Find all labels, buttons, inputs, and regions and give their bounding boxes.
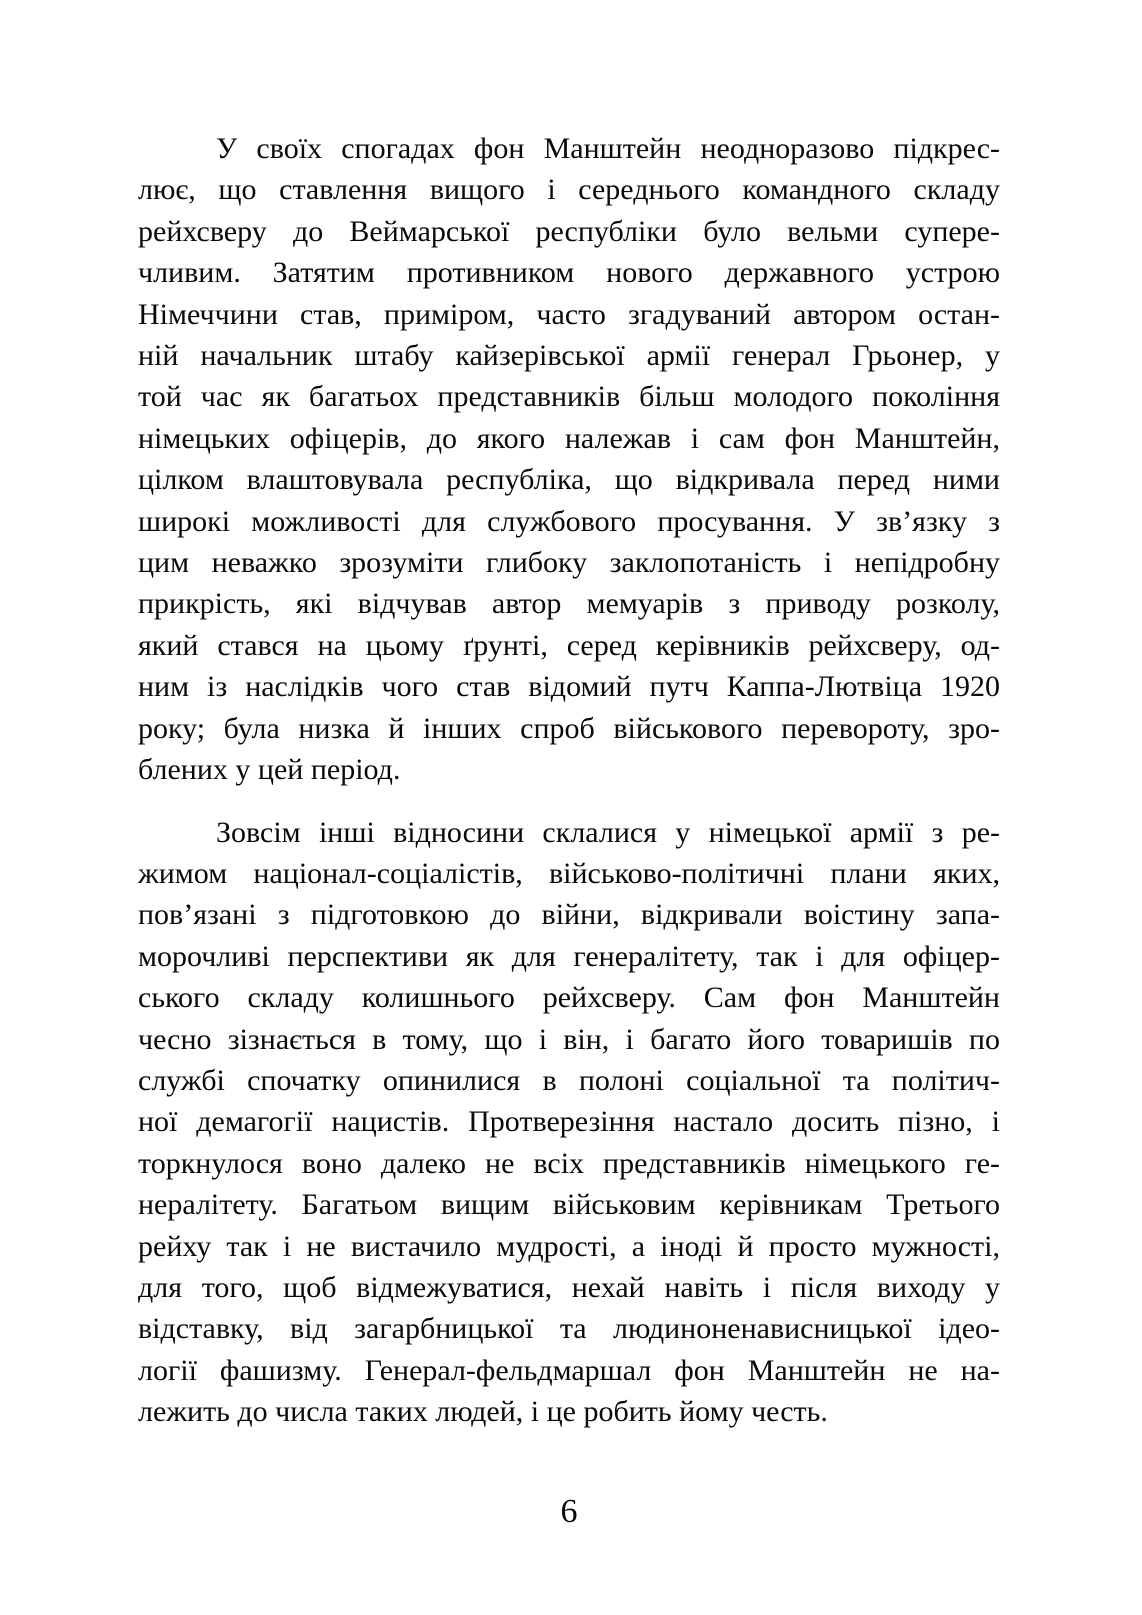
text-line: який стався на цьому ґрунті, серед керівників рейхсверу, од-: [138, 628, 1000, 662]
text-line: Німеччини став, приміром, часто згадуваний автором остан-: [138, 297, 1000, 331]
text-line: рейху так і не вистачило мудрості, а іноді й просто мужності,: [138, 1229, 1000, 1263]
text-line: нералітету. Багатьом вищим військовим керівникам Третього: [138, 1188, 1000, 1222]
text-line: цим неважко зрозуміти глибоку заклопотаність і непідробну: [138, 546, 1000, 580]
text-line: цілком влаштовувала республіка, що відкривала перед ними: [138, 463, 1000, 497]
text-line: той час як багатьох представників більш молодого покоління: [138, 380, 1000, 414]
text-line: торкнулося воно далеко не всіх представників німецького ге-: [138, 1146, 1000, 1180]
text-line: морочливі перспективи як для генералітету, так і для офіцер-: [138, 939, 1000, 973]
paragraph: [138, 128, 1000, 791]
page-number: 6: [560, 1493, 578, 1530]
text-line: Зовсім інші відносини склалися у німецької армії з ре-: [216, 815, 1000, 849]
text-line: відставку, від загарбницької та людиноненависницької ідео-: [138, 1312, 1000, 1346]
text-line: ним із наслідків чого став відомий путч Каппа-Лютвіца 1920: [138, 670, 1000, 704]
text-line: ної демагогії нацистів. Протверезіння настало досить пізно, і: [138, 1105, 1000, 1139]
text-line: німецьких офіцерів, до якого належав і сам фон Манштейн,: [138, 421, 1000, 455]
text-line: року; була низка й інших спроб військового перевороту, зро-: [138, 711, 1000, 745]
text-line: лежить до числа таких людей, і це робить йому честь.: [138, 1395, 828, 1429]
text-line: прикрість, які відчував автор мемуарів з приводу розколу,: [138, 587, 1000, 621]
text-line: ського складу колишнього рейхсверу. Сам фон Манштейн: [138, 981, 1000, 1015]
text-line: для того, щоб відмежуватися, нехай навіть і після виходу у: [138, 1270, 1000, 1304]
text-line: ній начальник штабу кайзерівської армії генерал Грьонер, у: [138, 339, 1000, 373]
text-block: [138, 128, 1000, 1433]
text-line: чливим. Затятим противником нового державного устрою: [138, 256, 1000, 290]
text-line: логії фашизму. Генерал-фельдмаршал фон Манштейн не на-: [138, 1353, 1000, 1387]
text-line: блених у цей період.: [138, 753, 401, 787]
text-line: У своїх спогадах фон Манштейн неодноразово підкрес-: [216, 132, 1000, 165]
text-line: лює, що ставлення вищого і середнього командного складу: [138, 173, 1000, 207]
text-line: рейхсверу до Веймарської республіки було вельми супере-: [138, 214, 1000, 248]
text-line: службі спочатку опинилися в полоні соціальної та політич-: [138, 1063, 1000, 1097]
paragraph: [138, 812, 1000, 1433]
text-line: чесно зізнається в тому, що і він, і багато його товаришів по: [138, 1022, 1000, 1056]
text-line: широкі можливості для службового просування. У зв’язку з: [138, 504, 1000, 538]
text-line: жимом націонал-соціалістів, військово-політичні плани яких,: [138, 856, 1000, 890]
text-line: пов’язані з підготовкою до війни, відкривали воістину запа-: [138, 898, 1000, 932]
